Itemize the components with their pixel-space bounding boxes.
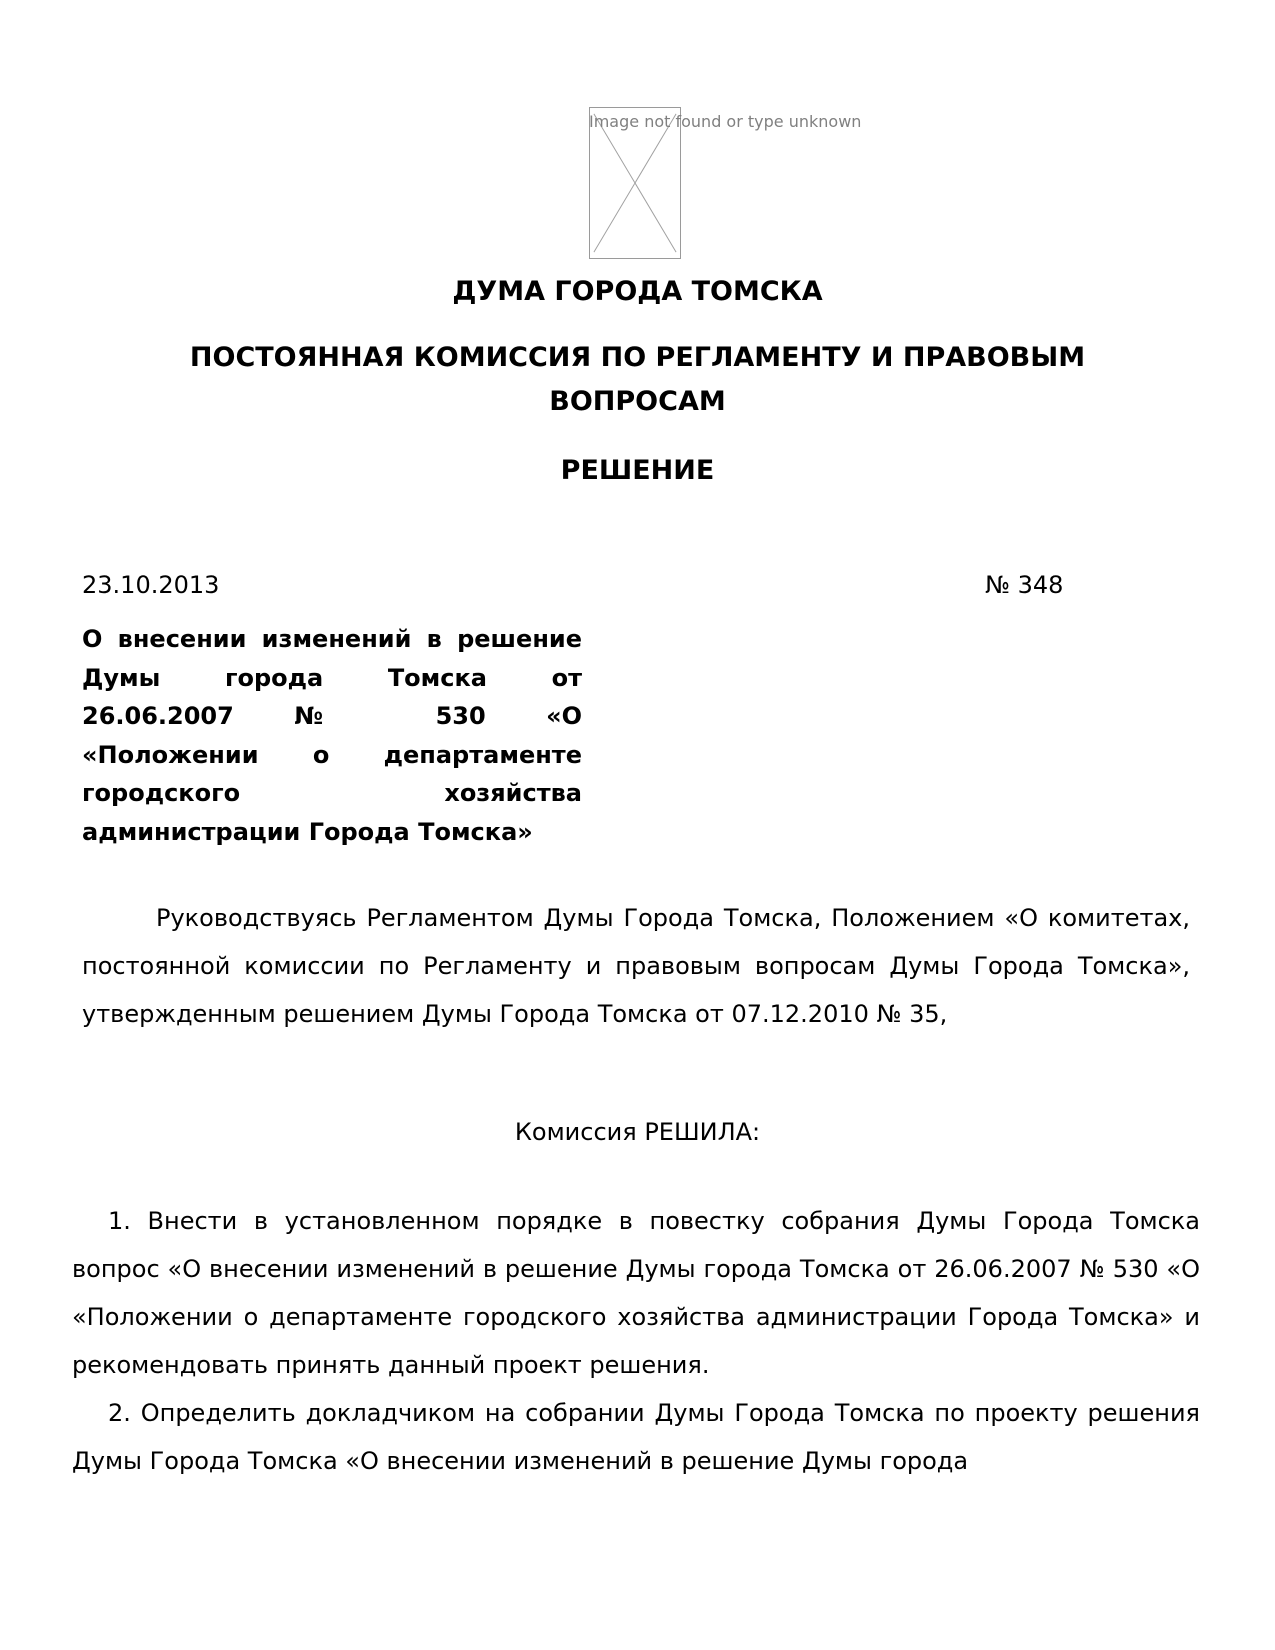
subject-line: «Положении о департаменте [82, 740, 582, 769]
document-type-title: РЕШЕНИЕ [560, 455, 715, 486]
decision-item-2: 2. Определить докладчиком на собрании Думы Города Томска по проекту решения Думы Города Томска «О внесении изменений в решение Думы города [72, 1399, 1200, 1475]
decision-item-1: 1. Внести в установленном порядке в повестку собрания Думы Города Томска вопрос «О внесении изменений в решение Думы города Томска от 26.06.2007 № 530 «О «Положении о департаменте городского хозяйства администрации Города Томска» и рекомендовать принять данный проект решения. [72, 1207, 1200, 1379]
image-alt-text: Image not found or type unknown [589, 112, 862, 131]
decision-number: № 348 [985, 571, 1064, 599]
commission-title [0, 336, 1275, 424]
commission-title-line-1: ПОСТОЯННАЯ КОМИССИЯ ПО РЕГЛАМЕНТУ И ПРАВОВЫМ [189, 342, 1086, 373]
decision-date: 23.10.2013 [82, 571, 220, 599]
decision-items [72, 1197, 1200, 1485]
commission-title-line-2: ВОПРОСАМ [549, 386, 726, 417]
subject-line: О внесении изменений в решение [82, 625, 582, 653]
decision-subject [82, 620, 582, 851]
preamble-paragraph: Руководствуясь Регламентом Думы Города Томска, Положением «О комитетах, постоянной комиссии по Регламенту и правовым вопросам Думы Города Томска», утвержденным решением Думы Города Томска от 07.12.2010 № 35, [82, 904, 1190, 1028]
subject-line: 26.06.2007 № 530 «О [82, 702, 582, 730]
subject-line: Думы города Томска от [82, 663, 582, 692]
resolved-heading: Комиссия РЕШИЛА: [514, 1118, 761, 1146]
subject-line: администрации Города Томска» [82, 817, 533, 846]
subject-line: городского хозяйства [82, 779, 582, 807]
organization-title: ДУМА ГОРОДА ТОМСКА [452, 276, 823, 307]
